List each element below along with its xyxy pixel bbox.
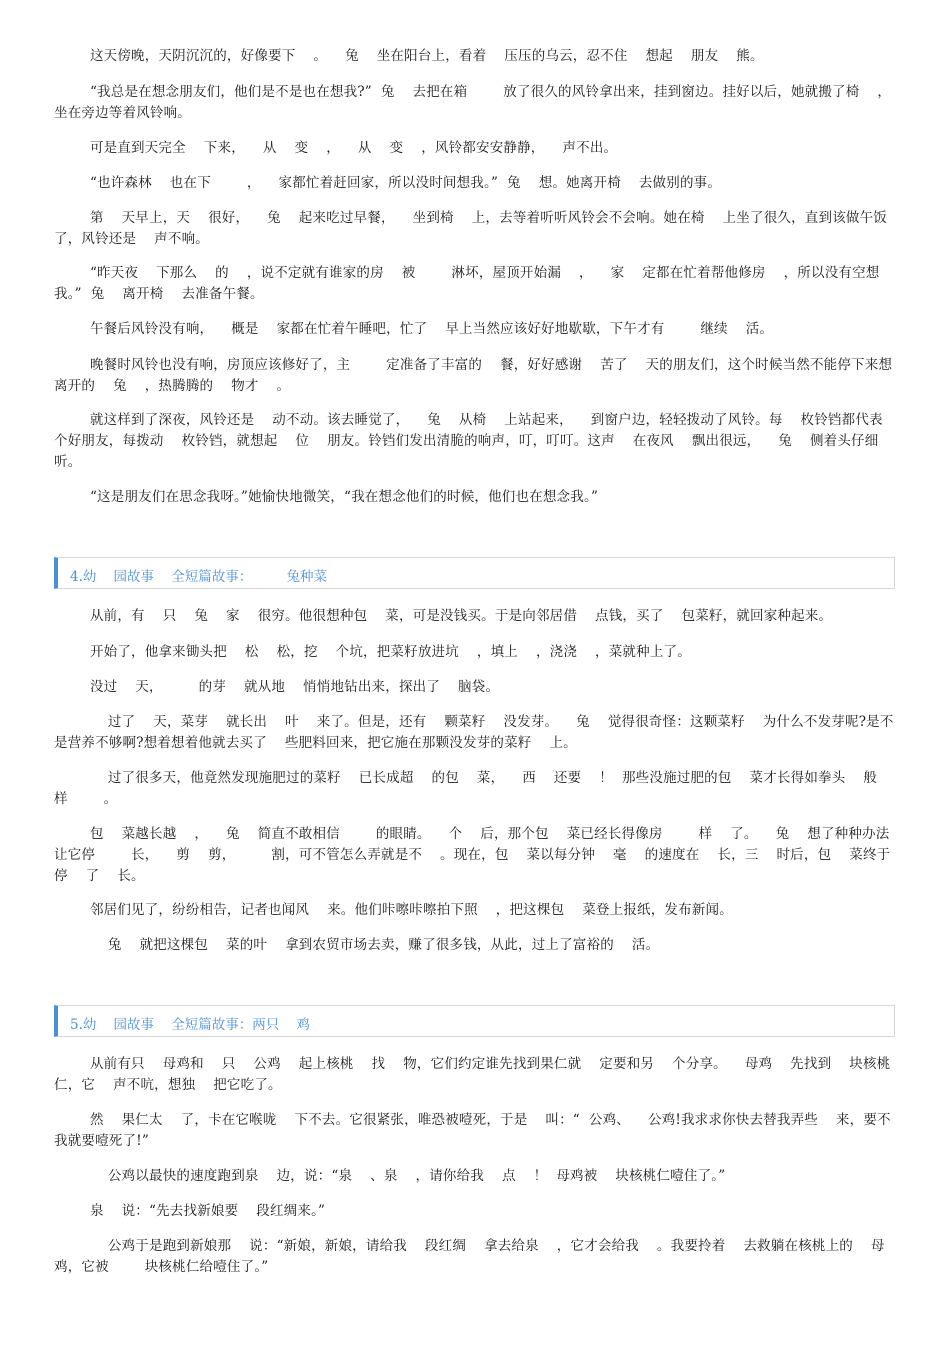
section4-paragraph-7: 邻居们见了，纷纷相告，记者也闻风 来。他们咔嚓咔嚓拍下照 ，把这棵包 菜登上报纸，发布新闻。 (54, 902, 733, 918)
section4-paragraph-5: 过了很多天，他竟然发现施肥过的菜籽 已长成超 的包 菜， 西 还要 ！ 那些没施过肥的包 菜才长得如拳头 般 样 。 (54, 770, 896, 807)
story3-paragraph-9: 就这样到了深夜，风铃还是 动不动。该去睡觉了， 兔 从椅 上站起来， 到窗户边，轻轻拨动了风铃。每 枚铃铛都代表 个好朋友，每拨动 枚铃铛，就想起 位 朋友。铃铛们发出清脆的响声，叮，叮叮。这声 在夜风 飘出很远， 兔 侧着头仔细听。 (54, 412, 901, 470)
section-4-header (54, 557, 895, 589)
section5-paragraph-4: 泉 说：“先去找新娘要 段红绸来。” (54, 1203, 326, 1219)
section4-paragraph-1: 从前，有 只 兔 家 很穷。他很想种包 菜，可是没钱买。于是向邻居借 点钱，买了 包菜籽，就回家种起来。 (54, 608, 833, 624)
story3-paragraph-2: “我总是在想念朋友们，他们是不是也在想我?” 兔 去把在箱 放了很久的风铃拿出来，挂到窗边。挂好以后，她就搬了椅 ，坐在旁边等着风铃响。 (54, 84, 892, 121)
section4-paragraph-3: 没过 天， 的芽 就从地 悄悄地钻出来，探出了 脑袋。 (54, 679, 500, 695)
story3-paragraph-7: 午餐后风铃没有响， 概是 家都在忙着午睡吧，忙了 早上当然应该好好地歇歇，下午才有 继续 活。 (54, 321, 774, 337)
section5-paragraph-1: 从前有只 母鸡和 只 公鸡 起上核桃 找 物，它们约定谁先找到果仁就 定要和另 个分享。 母鸡 先找到 块核桃仁，它 声不吭，想独 把它吃了。 (54, 1056, 891, 1093)
section5-paragraph-2: 然 果仁太 了，卡在它喉咙 下不去。它很紧张，唯恐被噎死，于是 叫：“ 公鸡、 公鸡!我求求你快去替我弄些 来，要不我就要噎死了!” (54, 1112, 891, 1149)
story3-paragraph-6: “昨天夜 下那么 的 ，说不定就有谁家的房 被 淋坏，屋顶开始漏 ， 家 定都在忙着帮他修房 ，所以没有空想我。” 兔 离开椅 去准备午餐。 (54, 265, 880, 302)
section4-paragraph-8: 兔 就把这棵包 菜的叶 拿到农贸市场去卖，赚了很多钱，从此，过上了富裕的 活。 (54, 937, 660, 953)
story3-paragraph-3: 可是直到天完全 下来， 从 变 ， 从 变 ，风铃都安安静静， 声不出。 (54, 140, 618, 156)
section5-paragraph-3: 公鸡以最快的速度跑到泉 边，说：“泉 、泉 ，请你给我 点 ！ 母鸡被 块核桃仁噎住了。” (54, 1168, 726, 1184)
section-5-header (54, 1005, 895, 1037)
section4-paragraph-2: 开始了，他拿来锄头把 松 松，挖 个坑，把菜籽放进坑 ，填上 ，浇浇 ，菜就种上了。 (54, 644, 691, 660)
section-5-title: 5.幼 园故事 全短篇故事：两只 鸡 (70, 1017, 310, 1033)
story3-paragraph-10: “这是朋友们在思念我呀。”她愉快地微笑，“我在想念他们的时候，他们也在想念我。” (54, 489, 599, 505)
section4-paragraph-6: 包 菜越长越 ， 兔 简直不敢相信 的眼睛。 个 后，那个包 菜已经长得像房 样 了。 兔 想了种种办法让它停 长， 剪 剪， 割，可不管怎么弄就是不 。现在，包 菜以每分钟 毫 的速度在 长，三 时后，包 菜终于停 了 长。 (54, 826, 891, 884)
section-4-title: 4.幼 园故事 全短篇故事： 兔种菜 (70, 569, 328, 585)
story3-paragraph-5: 第 天早上，天 很好， 兔 起来吃过早餐， 坐到椅 上，去等着听听风铃会不会响。她在椅 上坐了很久，直到该做午饭了，风铃还是 声不响。 (54, 210, 887, 247)
section4-paragraph-4: 过了 天，菜芽 就长出 叶 来了。但是，还有 颗菜籽 没发芽。 兔 觉得很奇怪：这颗菜籽 为什么不发芽呢?是不是营养不够啊?想着想着他就去买了 些肥料回来，把它施在那颗没发芽的菜籽 上。 (54, 714, 894, 751)
section5-paragraph-5: 公鸡于是跑到新娘那 说：“新娘，新娘，请给我 段红绸 拿去给泉 ，它才会给我 。我要拎着 去救躺在核桃上的 母鸡，它被 块核桃仁给噎住了。” (54, 1238, 885, 1275)
story3-paragraph-1: 这天傍晚，天阴沉沉的，好像要下 。 兔 坐在阳台上，看着 压压的乌云，忍不住 想起 朋友 熊。 (54, 48, 764, 64)
story3-paragraph-4: “也许森林 也在下 ， 家都忙着赶回家，所以没时间想我。” 兔 想。她离开椅 去做别的事。 (54, 175, 722, 191)
story3-paragraph-8: 晚餐时风铃也没有响，房顶应该修好了，主 定准备了丰富的 餐，好好感谢 苦了 天的朋友们，这个时候当然不能停下来想离开的 兔 ，热腾腾的 物才 。 (54, 357, 893, 394)
